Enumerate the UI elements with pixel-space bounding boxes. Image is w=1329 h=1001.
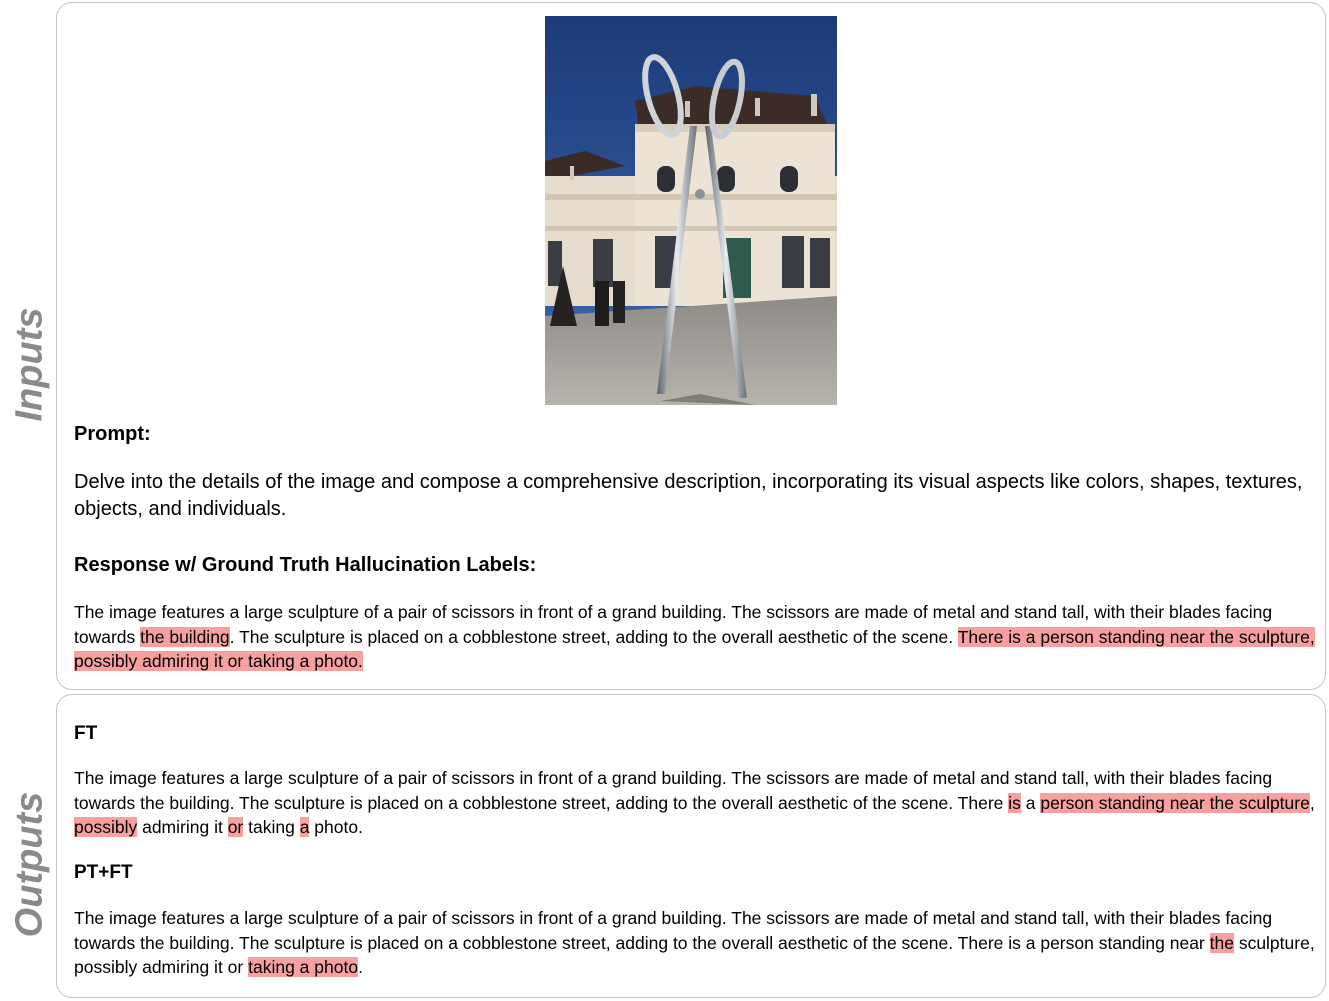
- ft-hallucination-highlight: possibly: [74, 817, 138, 837]
- pt-ft-hallucination-highlight: the: [1209, 932, 1234, 953]
- ft-segment: admiring it: [137, 817, 228, 837]
- ft-hallucination-highlight: is: [1008, 792, 1021, 813]
- ft-hallucination-highlight: person standing near the sculpture: [1040, 792, 1310, 813]
- inputs-side-label: Inputs: [8, 307, 51, 422]
- outputs-side-label: Outputs: [8, 791, 51, 938]
- pt-ft-segment: The image features a large sculpture of a pair of scissors in front of a grand building. The scissors are made of metal and stand tall, with their blades facing towards the building. The sculpture is placed on a cobblestone street, adding to the overall aesthetic of the scene. There is a person standing near: [74, 908, 1273, 953]
- response-heading: Response w/ Ground Truth Hallucination Labels:: [74, 554, 537, 576]
- response-hallucination-highlight: There is a person standing near the sculpture, possibly admiring it or taking a photo.: [74, 626, 1315, 671]
- pt-ft-segment: sculpture, possibly admiring it or: [74, 932, 1315, 977]
- response-segment: The image features a large sculpture of a pair of scissors in front of a grand building. The scissors are made of metal and stand tall, with their blades facing towards: [74, 602, 1273, 647]
- ft-segment: taking: [243, 817, 300, 837]
- ft-hallucination-highlight: a: [299, 817, 310, 837]
- pt-ft-heading: PT+FT: [74, 862, 133, 883]
- pt-ft-segment: .: [358, 957, 363, 977]
- ft-segment: The image features a large sculpture of a pair of scissors in front of a grand building. The scissors are made of metal and stand tall, with their blades facing towards the building. The sculpture is placed on a cobblestone street, adding to the overall aesthetic of the scene. There: [74, 768, 1273, 813]
- scissors-sculpture-photo: [545, 16, 837, 405]
- response-segment: . The sculpture is placed on a cobblestone street, adding to the overall aesthetic of the scene.: [229, 626, 958, 647]
- response-text: [74, 600, 1319, 674]
- ft-heading: FT: [74, 723, 98, 744]
- prompt-heading: Prompt:: [74, 423, 151, 445]
- ft-segment: photo.: [309, 817, 363, 837]
- response-hallucination-highlight: the building: [140, 626, 230, 647]
- inputs-panel: [56, 2, 1326, 690]
- ft-hallucination-highlight: or: [227, 817, 244, 837]
- outputs-panel: [56, 694, 1326, 998]
- pt-ft-output-text: [74, 906, 1319, 980]
- ft-segment: ,: [1309, 792, 1315, 813]
- ft-output-text: [74, 766, 1319, 840]
- prompt-text: Delve into the details of the image and compose a comprehensive description, incorporating its visual aspects like colors, shapes, textures, objects, and individuals.: [74, 471, 1303, 520]
- ft-segment: a: [1020, 792, 1041, 813]
- pt-ft-hallucination-highlight: taking a photo: [248, 957, 359, 977]
